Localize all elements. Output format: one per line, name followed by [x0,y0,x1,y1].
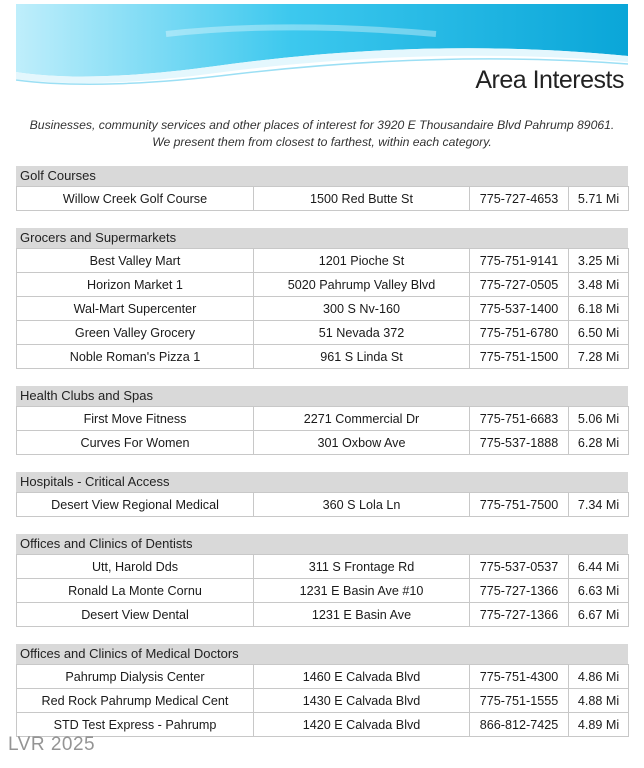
table-row [17,297,629,321]
place-phone: 775-751-6780 [470,321,569,345]
table-row [17,345,629,369]
place-distance: 3.25 Mi [569,249,629,273]
table-row [17,187,629,211]
place-name: Curves For Women [17,431,254,455]
place-phone: 775-537-0537 [470,555,569,579]
place-address: 51 Nevada 372 [254,321,470,345]
category-header: Health Clubs and Spas [16,386,628,406]
place-distance: 6.67 Mi [569,603,629,627]
category-section [16,166,628,211]
area-interests-directory [16,166,628,754]
place-name: First Move Fitness [17,407,254,431]
places-table [16,492,629,517]
intro-text: Businesses, community services and other places of interest for 3920 E Thousandaire Blvd Pahrump 89061. We present them from closest to farthest, within each category. [29,118,615,149]
table-row [17,407,629,431]
category-header: Golf Courses [16,166,628,186]
watermark: LVR 2025 [8,734,96,755]
category-header: Grocers and Supermarkets [16,228,628,248]
table-row [17,579,629,603]
place-phone: 775-727-1366 [470,603,569,627]
place-address: 311 S Frontage Rd [254,555,470,579]
category-section [16,386,628,455]
place-address: 1430 E Calvada Blvd [254,689,470,713]
table-row [17,689,629,713]
place-distance: 7.28 Mi [569,345,629,369]
category-header: Offices and Clinics of Dentists [16,534,628,554]
place-name: Desert View Dental [17,603,254,627]
place-distance: 6.50 Mi [569,321,629,345]
category-section [16,472,628,517]
page-title: Area Interests [475,66,624,94]
place-name: Pahrump Dialysis Center [17,665,254,689]
category-section [16,644,628,737]
place-distance: 4.88 Mi [569,689,629,713]
place-address: 5020 Pahrump Valley Blvd [254,273,470,297]
place-address: 961 S Linda St [254,345,470,369]
place-phone: 866-812-7425 [470,713,569,737]
place-name: Desert View Regional Medical [17,493,254,517]
place-distance: 6.18 Mi [569,297,629,321]
place-address: 1231 E Basin Ave #10 [254,579,470,603]
table-row [17,603,629,627]
table-row [17,321,629,345]
place-address: 1420 E Calvada Blvd [254,713,470,737]
table-row [17,249,629,273]
place-name: STD Test Express - Pahrump [17,713,254,737]
table-row [17,273,629,297]
place-phone: 775-751-4300 [470,665,569,689]
place-phone: 775-751-6683 [470,407,569,431]
place-phone: 775-727-0505 [470,273,569,297]
place-distance: 6.28 Mi [569,431,629,455]
place-phone: 775-537-1888 [470,431,569,455]
category-section [16,228,628,369]
table-row [17,431,629,455]
places-table [16,406,629,455]
place-phone: 775-751-9141 [470,249,569,273]
place-distance: 6.44 Mi [569,555,629,579]
place-phone: 775-727-1366 [470,579,569,603]
place-distance: 7.34 Mi [569,493,629,517]
place-phone: 775-751-1500 [470,345,569,369]
place-name: Best Valley Mart [17,249,254,273]
places-table [16,554,629,627]
place-name: Red Rock Pahrump Medical Cent [17,689,254,713]
table-row [17,493,629,517]
place-address: 2271 Commercial Dr [254,407,470,431]
place-name: Horizon Market 1 [17,273,254,297]
place-distance: 5.71 Mi [569,187,629,211]
place-distance: 4.89 Mi [569,713,629,737]
place-address: 1201 Pioche St [254,249,470,273]
place-distance: 5.06 Mi [569,407,629,431]
place-name: Ronald La Monte Cornu [17,579,254,603]
category-header: Hospitals - Critical Access [16,472,628,492]
places-table [16,664,629,737]
place-address: 300 S Nv-160 [254,297,470,321]
place-phone: 775-727-4653 [470,187,569,211]
place-address: 1500 Red Butte St [254,187,470,211]
place-phone: 775-751-7500 [470,493,569,517]
places-table [16,186,629,211]
place-address: 1231 E Basin Ave [254,603,470,627]
place-distance: 4.86 Mi [569,665,629,689]
table-row [17,713,629,737]
place-phone: 775-537-1400 [470,297,569,321]
place-phone: 775-751-1555 [470,689,569,713]
table-row [17,555,629,579]
places-table [16,248,629,369]
place-distance: 3.48 Mi [569,273,629,297]
place-name: Noble Roman's Pizza 1 [17,345,254,369]
place-name: Utt, Harold Dds [17,555,254,579]
place-distance: 6.63 Mi [569,579,629,603]
place-address: 360 S Lola Ln [254,493,470,517]
place-name: Willow Creek Golf Course [17,187,254,211]
place-name: Green Valley Grocery [17,321,254,345]
place-address: 1460 E Calvada Blvd [254,665,470,689]
table-row [17,665,629,689]
place-address: 301 Oxbow Ave [254,431,470,455]
category-section [16,534,628,627]
place-name: Wal-Mart Supercenter [17,297,254,321]
category-header: Offices and Clinics of Medical Doctors [16,644,628,664]
